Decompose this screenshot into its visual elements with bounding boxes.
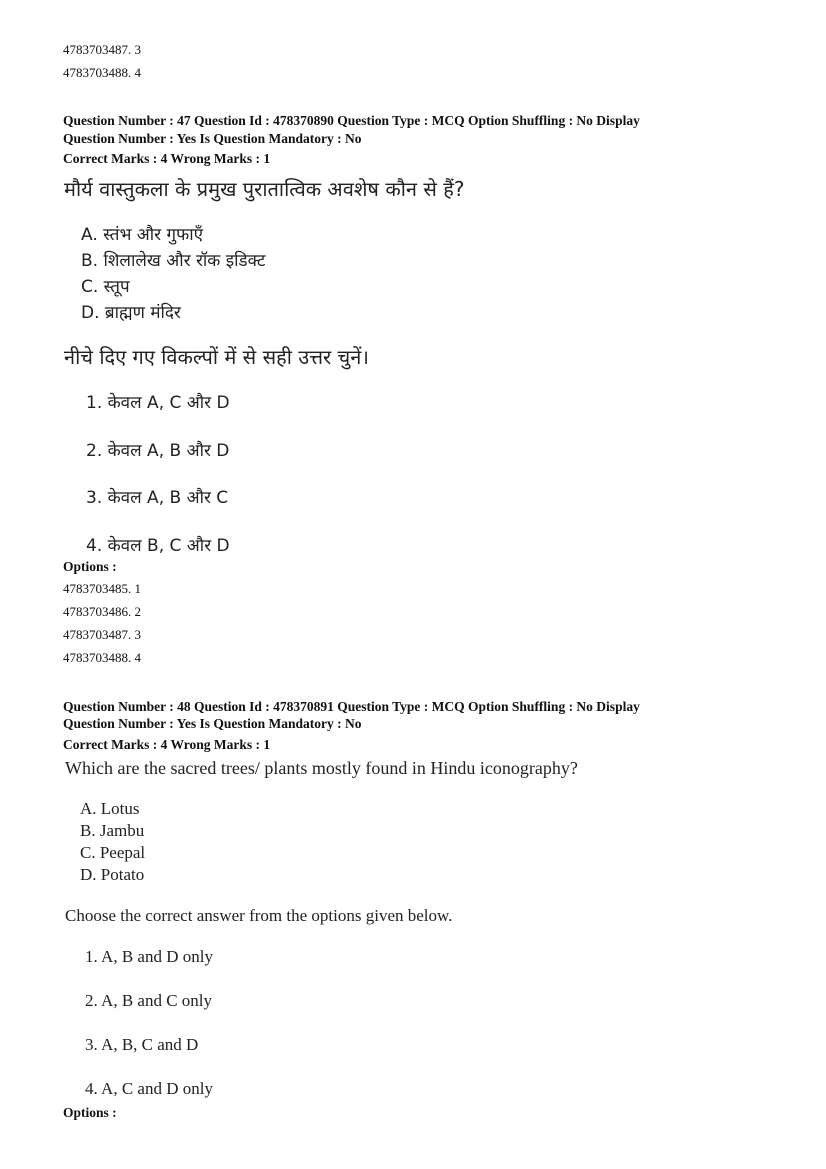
prev-option-id: 4783703487. 3 xyxy=(63,42,141,57)
q47-choice: 4. केवल B, C और D xyxy=(86,536,230,556)
q47-choice: 2. केवल A, B और D xyxy=(86,441,230,461)
q48-statement: B. Jambu xyxy=(80,821,145,840)
q48-options-label: Options : xyxy=(63,1105,117,1120)
q48-question-text: Which are the sacred trees/ plants mostly found in Hindu iconography? xyxy=(65,758,578,778)
q48-choice: 1. A, B and D only xyxy=(85,947,213,966)
q47-question-text: मौर्य वास्तुकला के प्रमुख पुरातात्विक अवशेष कौन से हैं? xyxy=(64,177,465,201)
q47-choice: 3. केवल A, B और C xyxy=(86,488,229,508)
q47-meta-line: Question Number : 47 Question Id : 478370890 Question Type : MCQ Option Shuffling : No Display xyxy=(63,113,640,128)
q47-marks-line: Correct Marks : 4 Wrong Marks : 1 xyxy=(63,151,271,166)
q48-statement: D. Potato xyxy=(80,865,145,884)
q48-statement: C. Peepal xyxy=(80,843,146,862)
q48-meta-line: Question Number : 48 Question Id : 478370891 Question Type : MCQ Option Shuffling : No Display xyxy=(63,699,640,714)
q48-choice: 2. A, B and C only xyxy=(85,991,213,1010)
q47-meta-line: Question Number : Yes Is Question Mandatory : No xyxy=(63,131,362,146)
q47-choice: 1. केवल A, C और D xyxy=(86,393,230,413)
q48-marks-line: Correct Marks : 4 Wrong Marks : 1 xyxy=(63,737,271,752)
q47-statement: D. ब्राह्मण मंदिर xyxy=(81,303,181,323)
q47-option-id: 4783703487. 3 xyxy=(63,627,141,642)
q47-statement: A. स्तंभ और गुफाएँ xyxy=(81,225,204,245)
prev-option-id: 4783703488. 4 xyxy=(63,65,141,80)
q48-choice: 4. A, C and D only xyxy=(85,1079,213,1098)
q47-option-id: 4783703485. 1 xyxy=(63,581,141,596)
q48-instruction: Choose the correct answer from the options given below. xyxy=(65,906,453,925)
q48-choice: 3. A, B, C and D xyxy=(85,1035,199,1054)
q48-statement: A. Lotus xyxy=(80,799,140,818)
q47-statement: C. स्तूप xyxy=(81,277,130,297)
q48-meta-line: Question Number : Yes Is Question Mandatory : No xyxy=(63,716,362,731)
q47-options-label: Options : xyxy=(63,559,117,574)
q47-statement: B. शिलालेख और रॉक इडिक्ट xyxy=(81,251,266,271)
q47-instruction: नीचे दिए गए विकल्पों में से सही उत्तर चुनें। xyxy=(64,345,369,369)
q47-option-id: 4783703486. 2 xyxy=(63,604,141,619)
q47-option-id: 4783703488. 4 xyxy=(63,650,141,665)
